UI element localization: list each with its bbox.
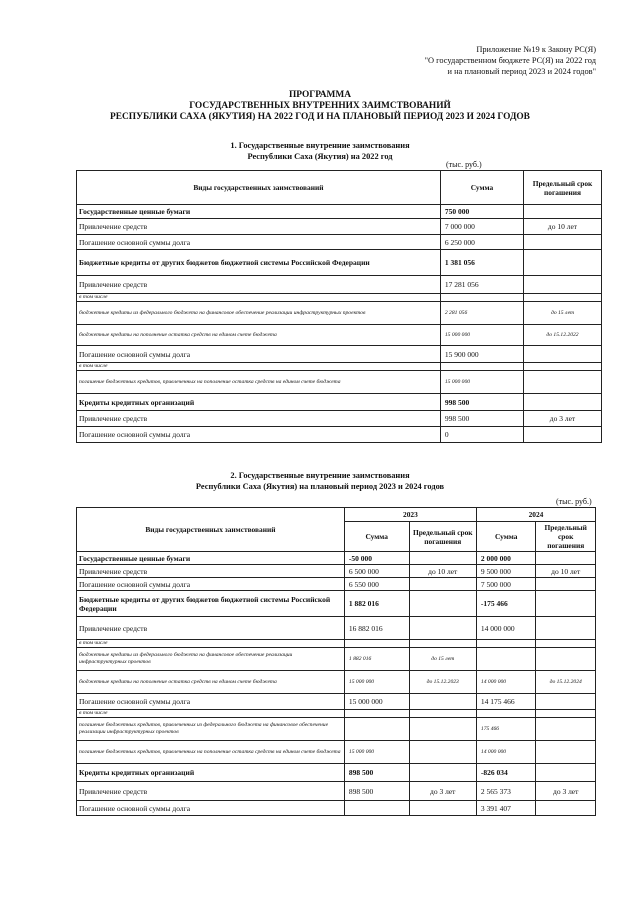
row-term-2023: до 3 лет	[409, 782, 476, 801]
row-term-2023	[409, 694, 476, 710]
row-sum-2024	[476, 648, 536, 671]
row-label: Привлечение средств	[77, 276, 441, 294]
row-term-2023	[409, 718, 476, 741]
row-sum	[440, 294, 523, 302]
row-sum: 2 281 056	[440, 302, 523, 325]
row-term-2024	[536, 710, 596, 718]
header2-term-2024: Предельный срок погашения	[536, 522, 596, 552]
row-term-2023: до 15.12.2023	[409, 671, 476, 694]
table-row	[77, 411, 602, 427]
row-sum: 15 000 000	[440, 325, 523, 346]
table-row	[77, 741, 596, 764]
row-label: Привлечение средств	[77, 782, 345, 801]
row-term-2023	[409, 710, 476, 718]
header2-year-2023: 2023	[344, 508, 476, 522]
table-row	[77, 302, 602, 325]
row-sum: 15 000 000	[440, 371, 523, 394]
section2-table	[76, 507, 596, 816]
row-label: Погашение основной суммы долга	[77, 801, 345, 816]
table-row	[77, 591, 596, 617]
table-row	[77, 346, 602, 363]
table-row	[77, 250, 602, 276]
row-label: погашение бюджетных кредитов, привлеченных на пополнение остатка средств на едином счете бюджета	[77, 371, 441, 394]
table-row	[77, 617, 596, 640]
header-type: Виды государственных заимствований	[77, 171, 441, 205]
table-row	[77, 782, 596, 801]
row-sum-2024: 14 175 466	[476, 694, 536, 710]
section1-heading-line-1: 1. Государственные внутренние заимствования	[230, 141, 410, 150]
section1-table	[76, 170, 602, 443]
table-row	[77, 764, 596, 782]
row-sum: 998 500	[440, 411, 523, 427]
header2-year-2024: 2024	[476, 508, 595, 522]
row-sum-2023: 16 882 016	[344, 617, 409, 640]
table-row	[77, 363, 602, 371]
row-term	[524, 394, 602, 411]
row-term-2024	[536, 640, 596, 648]
row-term-2024	[536, 578, 596, 591]
row-label: бюджетные кредиты на пополнение остатка средств на едином счете бюджета	[77, 671, 345, 694]
table-row	[77, 640, 596, 648]
document-title	[0, 90, 640, 123]
row-label: Погашение основной суммы долга	[77, 346, 441, 363]
row-label: Бюджетные кредиты от других бюджетов бюджетной системы Российской Федерации	[77, 591, 345, 617]
row-term-2024	[536, 694, 596, 710]
title-line-1: ПРОГРАММА	[289, 90, 351, 100]
table-row	[77, 671, 596, 694]
row-sum-2023	[344, 718, 409, 741]
row-sum-2023: 15 000 000	[344, 694, 409, 710]
row-label: Привлечение средств	[77, 565, 345, 578]
row-term-2024	[536, 648, 596, 671]
row-term-2023	[409, 617, 476, 640]
row-term-2024	[536, 741, 596, 764]
row-sum: 15 900 000	[440, 346, 523, 363]
row-label: Погашение основной суммы долга	[77, 235, 441, 250]
section1-heading-line-2: Республики Саха (Якутия) на 2022 год	[247, 152, 393, 161]
row-sum: 750 000	[440, 205, 523, 219]
row-sum-2023: 15 000 000	[344, 671, 409, 694]
row-term	[524, 371, 602, 394]
table-row	[77, 371, 602, 394]
section2-heading-line-2: Республики Саха (Якутия) на плановый период 2023 и 2024 годов	[195, 482, 445, 491]
header-term: Предельный срок погашения	[524, 171, 602, 205]
row-term-2024: до 10 лет	[536, 565, 596, 578]
row-term-2024	[536, 764, 596, 782]
row-sum-2024: 14 000 000	[476, 741, 536, 764]
table-row	[77, 205, 602, 219]
table-row	[77, 694, 596, 710]
table-row	[77, 648, 596, 671]
table-row	[77, 710, 596, 718]
row-term-2024	[536, 801, 596, 816]
row-term-2024	[536, 591, 596, 617]
row-term-2024	[536, 718, 596, 741]
section2-heading-line-1: 2. Государственные внутренние заимствования	[230, 471, 410, 480]
section1-unit: (тыс. руб.)	[446, 160, 482, 169]
row-sum-2024: 14 000 000	[476, 617, 536, 640]
appendix-note	[425, 44, 596, 77]
header2-term-2023: Предельный срок погашения	[409, 522, 476, 552]
row-term	[524, 250, 602, 276]
row-sum-2024: 2 000 000	[476, 552, 536, 565]
row-term-2023	[409, 764, 476, 782]
row-term	[524, 346, 602, 363]
row-sum: 0	[440, 427, 523, 443]
title-line-3: РЕСПУБЛИКИ САХА (ЯКУТИЯ) НА 2022 ГОД И НА ПЛАНОВЫЙ ПЕРИОД 2023 И 2024 ГОДОВ	[110, 112, 530, 122]
table-row	[77, 801, 596, 816]
row-sum-2024: 175 466	[476, 718, 536, 741]
table-row	[77, 578, 596, 591]
table-row	[77, 294, 602, 302]
row-term: до 15 лет	[524, 302, 602, 325]
row-term-2023	[409, 801, 476, 816]
row-term-2023	[409, 552, 476, 565]
row-term-2023	[409, 640, 476, 648]
row-sum-2024: 14 000 000	[476, 671, 536, 694]
row-sum-2023: -50 000	[344, 552, 409, 565]
row-term-2024: до 15.12.2024	[536, 671, 596, 694]
row-sum-2023: 898 500	[344, 764, 409, 782]
row-label: в том числе	[77, 710, 345, 718]
row-label: Бюджетные кредиты от других бюджетов бюджетной системы Российской Федерации	[77, 250, 441, 276]
table-row	[77, 325, 602, 346]
row-term-2023: до 15 лет	[409, 648, 476, 671]
row-sum	[440, 363, 523, 371]
row-sum: 6 250 000	[440, 235, 523, 250]
row-term	[524, 294, 602, 302]
row-term: до 10 лет	[524, 219, 602, 235]
row-term-2023	[409, 741, 476, 764]
row-label: Кредиты кредитных организаций	[77, 764, 345, 782]
table-row	[77, 718, 596, 741]
section2-unit: (тыс. руб.)	[556, 497, 592, 506]
row-label: в том числе	[77, 363, 441, 371]
row-label: Погашение основной суммы долга	[77, 578, 345, 591]
table-row	[77, 394, 602, 411]
title-line-2: ГОСУДАРСТВЕННЫХ ВНУТРЕННИХ ЗАИМСТВОВАНИЙ	[189, 101, 451, 111]
row-sum-2023	[344, 801, 409, 816]
row-label: в том числе	[77, 294, 441, 302]
table-row	[77, 235, 602, 250]
row-label: Привлечение средств	[77, 219, 441, 235]
row-label: бюджетные кредиты из федерального бюджета на финансовое обеспечение реализации инфраструктурных проектов	[77, 648, 345, 671]
row-sum-2024	[476, 710, 536, 718]
table-row	[77, 219, 602, 235]
header-sum: Сумма	[440, 171, 523, 205]
row-label: погашение бюджетных кредитов, привлеченных из федерального бюджета на финансовое обеспечение реализации инфраструктурных проектов	[77, 718, 345, 741]
row-sum-2024: -826 034	[476, 764, 536, 782]
row-term-2024	[536, 617, 596, 640]
row-label: Государственные ценные бумаги	[77, 205, 441, 219]
row-sum-2024	[476, 640, 536, 648]
row-label: погашение бюджетных кредитов, привлеченных на пополнение остатка средств на едином счете бюджета	[77, 741, 345, 764]
row-sum: 17 281 056	[440, 276, 523, 294]
row-sum: 7 000 000	[440, 219, 523, 235]
row-term	[524, 427, 602, 443]
row-label: Государственные ценные бумаги	[77, 552, 345, 565]
row-sum-2023: 6 550 000	[344, 578, 409, 591]
row-label: Привлечение средств	[77, 617, 345, 640]
row-label: Погашение основной суммы долга	[77, 427, 441, 443]
header2-sum-2024: Сумма	[476, 522, 536, 552]
row-term: до 3 лет	[524, 411, 602, 427]
header2-type: Виды государственных заимствований	[77, 508, 345, 552]
table-row	[77, 565, 596, 578]
row-sum-2023: 1 882 016	[344, 648, 409, 671]
row-sum-2023	[344, 710, 409, 718]
row-sum-2024: -175 466	[476, 591, 536, 617]
row-sum-2023	[344, 640, 409, 648]
row-sum-2024: 3 391 407	[476, 801, 536, 816]
row-label: бюджетные кредиты из федерального бюджета на финансовое обеспечение реализации инфраструктурных проектов	[77, 302, 441, 325]
row-term-2024: до 3 лет	[536, 782, 596, 801]
row-term-2023	[409, 578, 476, 591]
row-sum: 998 500	[440, 394, 523, 411]
row-term	[524, 235, 602, 250]
row-term	[524, 276, 602, 294]
appendix-line-2: "О государственном бюджете РС(Я) на 2022 год	[424, 56, 596, 65]
appendix-line-1: Приложение №19 к Закону РС(Я)	[476, 45, 596, 54]
row-label: Привлечение средств	[77, 411, 441, 427]
row-term-2023	[409, 591, 476, 617]
row-term-2024	[536, 552, 596, 565]
row-label: Погашение основной суммы долга	[77, 694, 345, 710]
row-label: Кредиты кредитных организаций	[77, 394, 441, 411]
row-sum: 1 381 056	[440, 250, 523, 276]
row-term	[524, 205, 602, 219]
section1-heading	[0, 140, 640, 162]
row-label: в том числе	[77, 640, 345, 648]
header2-sum-2023: Сумма	[344, 522, 409, 552]
row-sum-2023: 1 882 016	[344, 591, 409, 617]
row-term-2023: до 10 лет	[409, 565, 476, 578]
table-row	[77, 276, 602, 294]
row-sum-2024: 2 565 373	[476, 782, 536, 801]
table-row	[77, 427, 602, 443]
row-sum-2023: 6 500 000	[344, 565, 409, 578]
row-label: бюджетные кредиты на пополнение остатка средств на едином счете бюджета	[77, 325, 441, 346]
row-term	[524, 363, 602, 371]
row-sum-2023: 15 000 000	[344, 741, 409, 764]
appendix-line-3: и на плановый период 2023 и 2024 годов"	[447, 67, 596, 76]
row-sum-2024: 9 500 000	[476, 565, 536, 578]
row-sum-2023: 898 500	[344, 782, 409, 801]
section2-heading	[0, 470, 640, 492]
row-sum-2024: 7 500 000	[476, 578, 536, 591]
table-row	[77, 552, 596, 565]
row-term: до 15.12.2022	[524, 325, 602, 346]
